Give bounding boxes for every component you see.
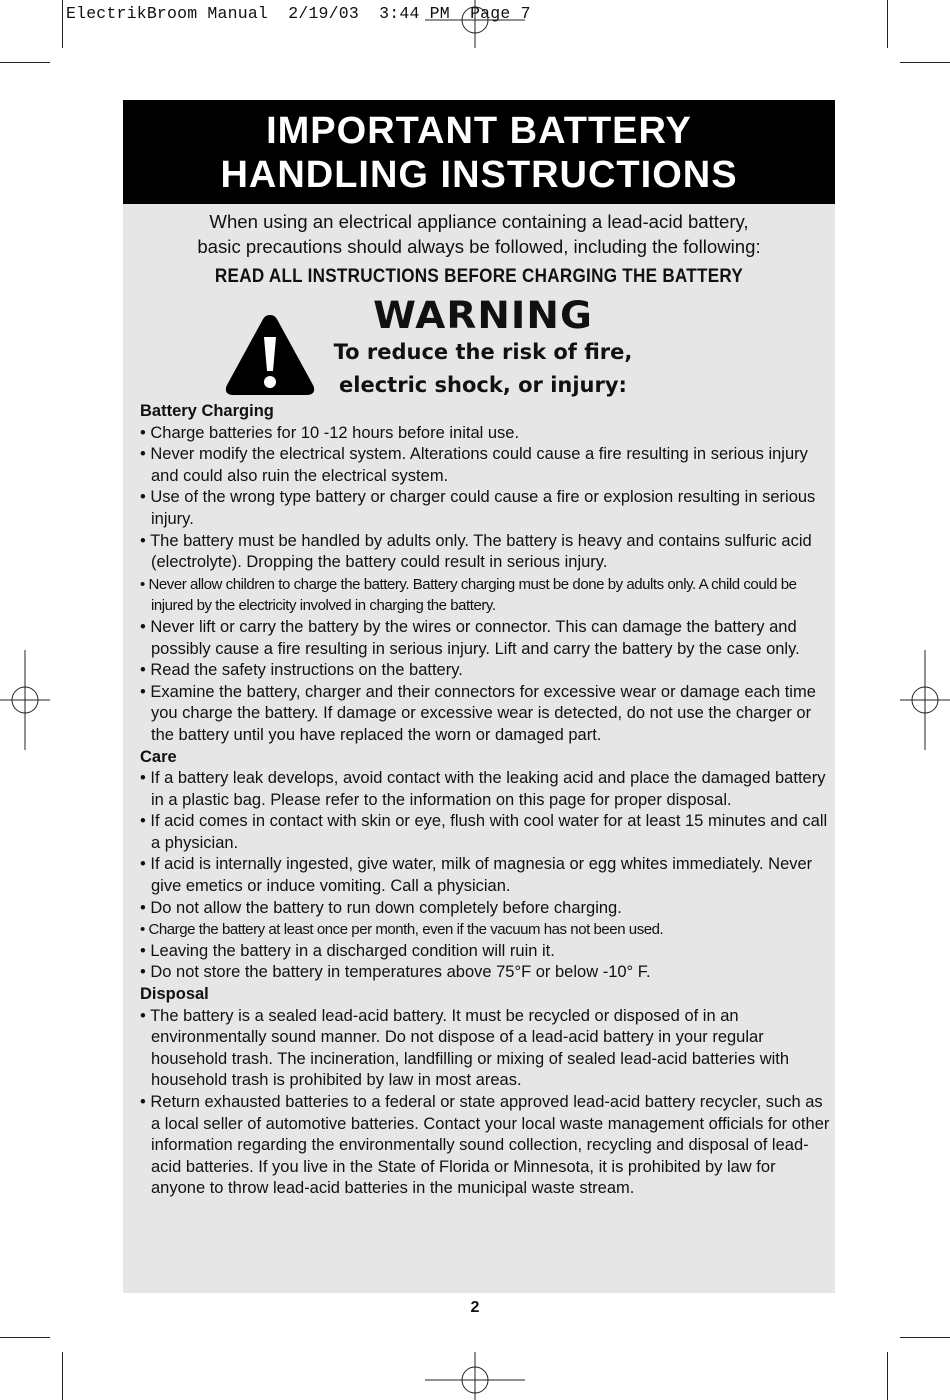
banner-title-line-2: HANDLING INSTRUCTIONS <box>220 154 738 196</box>
banner-title-line-1: IMPORTANT BATTERY <box>266 110 692 152</box>
registration-mark-right <box>900 650 950 750</box>
list-item: • Read the safety instructions on the battery. <box>140 661 463 680</box>
read-all-heading: READ ALL INSTRUCTIONS BEFORE CHARGING THE BATTERY <box>214 266 744 287</box>
list-item: • Examine the battery, charger and their connectors for excessive wear or damage each time you charge the battery. If damage or excessive wear is detected, do not use the charger or the battery until you have replaced the worn or damaged part. <box>140 682 816 744</box>
list-item: • If a battery leak develops, avoid contact with the leaking acid and place the damaged battery in a plastic bag. Please refer to the information on this page for proper disposal. <box>140 769 826 809</box>
page-number: 2 <box>470 1299 480 1316</box>
print-slug: ElectrikBroom Manual 2/19/03 3:44 PM Page 7 <box>66 4 531 23</box>
instructions-panel <box>123 100 835 1293</box>
list-item: • Never allow children to charge the battery. Battery charging must be done by adults only. A child could be injured by the electricity involved in charging the battery. <box>140 575 797 615</box>
crop-mark <box>887 0 888 48</box>
list-item: • If acid comes in contact with skin or eye, flush with cool water for at least 15 minutes and call a physician. <box>140 812 828 852</box>
list-item: • If acid is internally ingested, give water, milk of magnesia or egg whites immediately. Never give emetics or induce vomiting. Call a physician. <box>140 855 813 896</box>
intro-line-1: When using an electrical appliance containing a lead-acid battery, <box>209 211 749 232</box>
section-title-care: Care <box>140 747 177 766</box>
warning-subtitle-line-1: To reduce the risk of fire, <box>333 340 633 364</box>
list-item: • Charge the battery at least once per month, even if the vacuum has not been used. <box>140 921 664 939</box>
instructions-content <box>140 401 830 1200</box>
warning-subtitle-line-2: electric shock, or injury: <box>339 373 627 397</box>
title-banner <box>123 100 835 204</box>
crop-mark <box>0 1337 50 1338</box>
intro-line-2: basic precautions should always be followed, including the following: <box>197 236 761 257</box>
crop-mark <box>900 62 950 63</box>
registration-mark-top <box>425 0 525 50</box>
registration-mark-bottom <box>425 1350 525 1400</box>
list-item: • Use of the wrong type battery or charger could cause a fire or explosion resulting in serious injury. <box>140 488 816 528</box>
list-item: • Do not store the battery in temperatures above 75°F or below -10° F. <box>140 963 651 982</box>
list-item: • Do not allow the battery to run down completely before charging. <box>140 898 622 917</box>
crop-mark <box>887 1352 888 1400</box>
section-title-disposal: Disposal <box>140 985 209 1004</box>
list-item: • Never lift or carry the battery by the wires or connector. This can damage the battery and possibly cause a fire resulting in serious injury. Lift and carry the battery by the case only. <box>140 617 800 658</box>
crop-mark <box>62 0 63 48</box>
warning-triangle-icon <box>223 311 317 397</box>
list-item: • The battery must be handled by adults only. The battery is heavy and contains sulfuric acid (electrolyte). Dropping the battery could result in serious injury. <box>140 531 812 572</box>
list-item: • Charge batteries for 10 -12 hours before inital use. <box>140 423 520 442</box>
warning-title: WARNING <box>373 294 593 337</box>
crop-mark <box>900 1337 950 1338</box>
list-item: • Return exhausted batteries to a federal or state approved lead-acid battery recycler, such as a local seller of automotive batteries. Contact your local waste management officials for other information regarding the environmentally sound collection, recycling and disposal of lead-acid batteries. If you live in the State of Florida or Minnesota, it is prohibited by law for anyone to throw lead-acid batteries in the municipal waste stream. <box>140 1093 830 1198</box>
crop-mark <box>62 1352 63 1400</box>
section-title-battery-charging: Battery Charging <box>140 402 274 420</box>
list-item: • Leaving the battery in a discharged condition will ruin it. <box>140 941 555 960</box>
list-item: • The battery is a sealed lead-acid battery. It must be recycled or disposed of in an environmentally sound manner. Do not dispose of a lead-acid battery in your regular household trash. The incineration, landfilling or mixing of sealed lead-acid batteries with household trash is prohibited by law in most areas. <box>140 1006 790 1090</box>
list-item: • Never modify the electrical system. Alterations could cause a fire resulting in serious injury and could also ruin the electrical system. <box>140 445 808 485</box>
registration-mark-left <box>0 650 50 750</box>
crop-mark <box>0 62 50 63</box>
